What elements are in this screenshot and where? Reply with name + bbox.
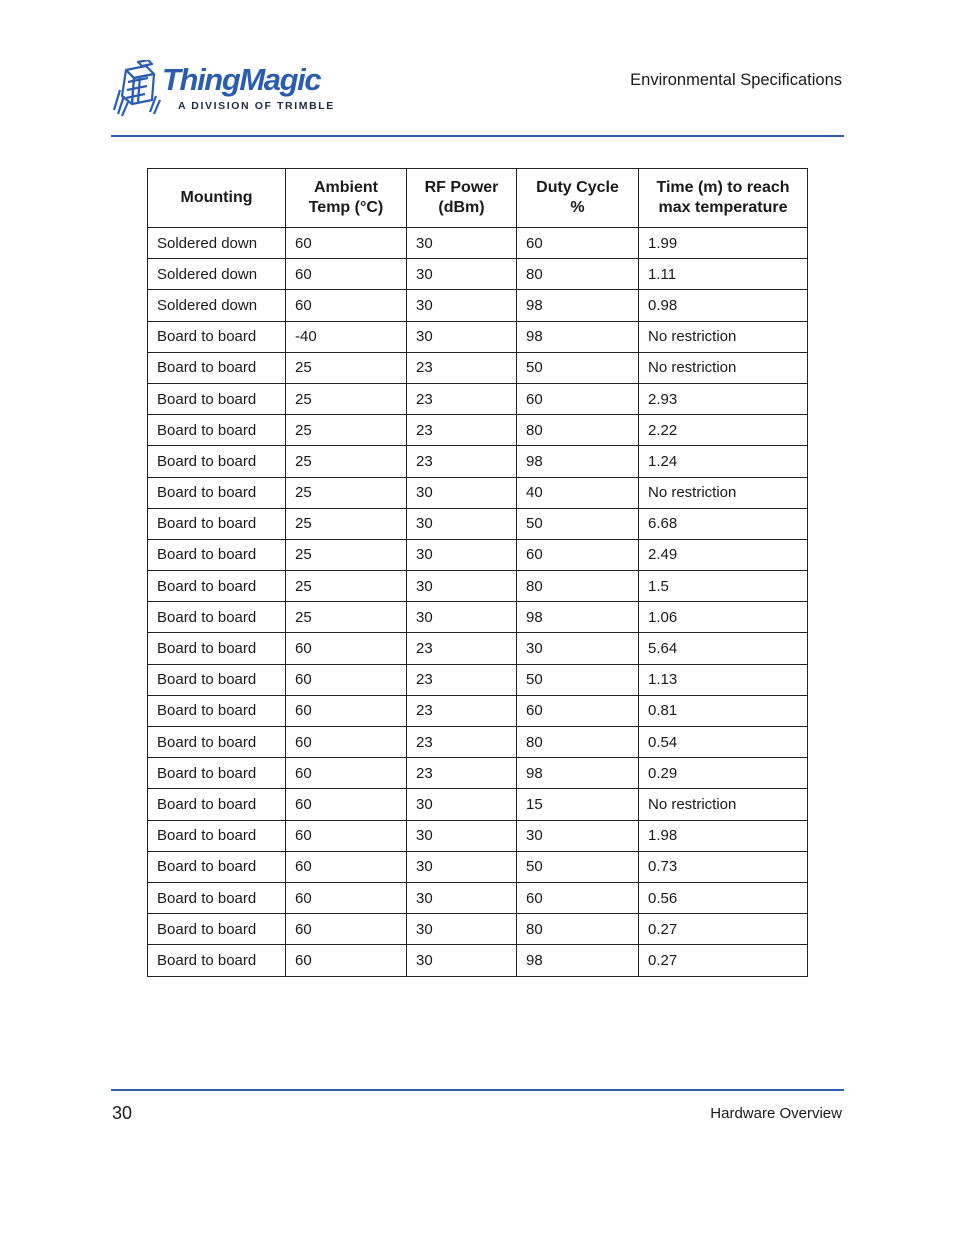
column-header-mounting [148, 169, 286, 228]
chapter-title: Hardware Overview [710, 1105, 842, 1122]
column-header-line: (dBm) [438, 199, 485, 216]
table-row [148, 727, 808, 758]
column-header-time-to-max-temp [639, 169, 808, 228]
column-header-line: max temperature [658, 199, 788, 216]
cell-ambient-temp: 60 [286, 633, 407, 664]
cell-time-to-max-temp: No restriction [639, 321, 808, 352]
table-row [148, 633, 808, 664]
cell-mounting: Board to board [148, 383, 286, 414]
cell-time-to-max-temp: 0.27 [639, 945, 808, 976]
cell-duty-cycle: 98 [517, 290, 639, 321]
cell-ambient-temp: 60 [286, 789, 407, 820]
cell-rf-power: 30 [407, 539, 517, 570]
cell-duty-cycle: 50 [517, 664, 639, 695]
header-rule [111, 135, 844, 137]
table-row [148, 914, 808, 945]
table-row [148, 383, 808, 414]
cell-time-to-max-temp: 1.5 [639, 571, 808, 602]
cell-ambient-temp: 25 [286, 446, 407, 477]
table-row [148, 508, 808, 539]
cell-rf-power: 30 [407, 882, 517, 913]
cell-ambient-temp: 60 [286, 290, 407, 321]
cell-ambient-temp: 60 [286, 945, 407, 976]
column-header-line: RF Power [424, 179, 499, 196]
cell-ambient-temp: 60 [286, 259, 407, 290]
cell-rf-power: 30 [407, 477, 517, 508]
cell-rf-power: 30 [407, 945, 517, 976]
cell-mounting: Soldered down [148, 259, 286, 290]
thingmagic-logo [112, 60, 335, 124]
page-number: 30 [112, 1103, 133, 1123]
column-header-line: % [570, 199, 585, 216]
cell-ambient-temp: 60 [286, 882, 407, 913]
cell-rf-power: 30 [407, 789, 517, 820]
cell-rf-power: 30 [407, 508, 517, 539]
cell-mounting: Board to board [148, 758, 286, 789]
cell-time-to-max-temp: 0.56 [639, 882, 808, 913]
cell-duty-cycle: 60 [517, 695, 639, 726]
cell-ambient-temp: 25 [286, 383, 407, 414]
cell-ambient-temp: 25 [286, 415, 407, 446]
table-row [148, 290, 808, 321]
cell-ambient-temp: 60 [286, 758, 407, 789]
cell-mounting: Board to board [148, 945, 286, 976]
table-row [148, 820, 808, 851]
cell-ambient-temp: 25 [286, 477, 407, 508]
table-row [148, 602, 808, 633]
cell-duty-cycle: 98 [517, 446, 639, 477]
cell-duty-cycle: 30 [517, 633, 639, 664]
table-row [148, 758, 808, 789]
cell-duty-cycle: 80 [517, 415, 639, 446]
cell-ambient-temp: 25 [286, 508, 407, 539]
column-header-ambient-temp [286, 169, 407, 228]
cell-mounting: Board to board [148, 352, 286, 383]
cell-rf-power: 30 [407, 321, 517, 352]
table-header [148, 169, 808, 228]
cell-time-to-max-temp: 5.64 [639, 633, 808, 664]
cell-ambient-temp: 25 [286, 352, 407, 383]
cell-time-to-max-temp: No restriction [639, 352, 808, 383]
cell-time-to-max-temp: No restriction [639, 477, 808, 508]
cell-time-to-max-temp: 0.81 [639, 695, 808, 726]
logo-wordmark: ThingMagic [162, 62, 321, 97]
table-row [148, 571, 808, 602]
column-header-line: Time (m) to reach [656, 179, 790, 196]
cell-mounting: Board to board [148, 321, 286, 352]
cell-mounting: Board to board [148, 415, 286, 446]
table-row [148, 259, 808, 290]
table-row [148, 789, 808, 820]
table-row [148, 851, 808, 882]
cell-duty-cycle: 98 [517, 945, 639, 976]
section-title: Environmental Specifications [630, 71, 842, 89]
cell-ambient-temp: 60 [286, 914, 407, 945]
cell-rf-power: 23 [407, 695, 517, 726]
cell-ambient-temp: -40 [286, 321, 407, 352]
cell-duty-cycle: 50 [517, 352, 639, 383]
cell-mounting: Board to board [148, 851, 286, 882]
table-row [148, 477, 808, 508]
cell-duty-cycle: 60 [517, 383, 639, 414]
table-row [148, 664, 808, 695]
cell-time-to-max-temp: 0.73 [639, 851, 808, 882]
cell-mounting: Board to board [148, 789, 286, 820]
table-row [148, 352, 808, 383]
column-header-line: Duty Cycle [536, 179, 619, 196]
cell-time-to-max-temp: 6.68 [639, 508, 808, 539]
cell-time-to-max-temp: 1.24 [639, 446, 808, 477]
cell-duty-cycle: 50 [517, 508, 639, 539]
cell-duty-cycle: 15 [517, 789, 639, 820]
cell-mounting: Soldered down [148, 290, 286, 321]
cell-duty-cycle: 98 [517, 602, 639, 633]
cell-ambient-temp: 60 [286, 820, 407, 851]
cell-ambient-temp: 60 [286, 851, 407, 882]
cell-rf-power: 30 [407, 851, 517, 882]
cell-mounting: Board to board [148, 508, 286, 539]
cell-ambient-temp: 60 [286, 228, 407, 259]
cell-rf-power: 23 [407, 415, 517, 446]
cell-mounting: Board to board [148, 727, 286, 758]
cell-rf-power: 23 [407, 758, 517, 789]
column-header-line: Mounting [180, 189, 253, 206]
cell-mounting: Board to board [148, 695, 286, 726]
cell-duty-cycle: 80 [517, 571, 639, 602]
table-body [148, 228, 808, 977]
table-row [148, 321, 808, 352]
cell-mounting: Board to board [148, 664, 286, 695]
thingmagic-logo-icon [112, 60, 166, 120]
cell-duty-cycle: 60 [517, 882, 639, 913]
cell-duty-cycle: 80 [517, 259, 639, 290]
cell-rf-power: 30 [407, 571, 517, 602]
cell-time-to-max-temp: 2.22 [639, 415, 808, 446]
column-header-duty-cycle [517, 169, 639, 228]
cell-mounting: Board to board [148, 539, 286, 570]
cell-mounting: Board to board [148, 914, 286, 945]
cell-duty-cycle: 60 [517, 539, 639, 570]
cell-mounting: Board to board [148, 633, 286, 664]
logo-division-text: A DIVISION OF TRIMBLE [178, 100, 335, 112]
cell-ambient-temp: 25 [286, 571, 407, 602]
cell-rf-power: 23 [407, 446, 517, 477]
cell-ambient-temp: 60 [286, 727, 407, 758]
cell-time-to-max-temp: 1.11 [639, 259, 808, 290]
cell-time-to-max-temp: 0.27 [639, 914, 808, 945]
cell-duty-cycle: 80 [517, 727, 639, 758]
cell-duty-cycle: 50 [517, 851, 639, 882]
footer-rule [111, 1089, 844, 1091]
cell-duty-cycle: 40 [517, 477, 639, 508]
cell-mounting: Board to board [148, 882, 286, 913]
cell-rf-power: 30 [407, 820, 517, 851]
cell-mounting: Board to board [148, 571, 286, 602]
cell-rf-power: 23 [407, 727, 517, 758]
cell-mounting: Soldered down [148, 228, 286, 259]
table-row [148, 415, 808, 446]
cell-time-to-max-temp: 0.29 [639, 758, 808, 789]
table-row [148, 539, 808, 570]
cell-ambient-temp: 60 [286, 664, 407, 695]
cell-rf-power: 23 [407, 633, 517, 664]
cell-rf-power: 30 [407, 914, 517, 945]
column-header-rf-power [407, 169, 517, 228]
cell-time-to-max-temp: 1.06 [639, 602, 808, 633]
cell-mounting: Board to board [148, 602, 286, 633]
cell-rf-power: 30 [407, 259, 517, 290]
cell-time-to-max-temp: 0.98 [639, 290, 808, 321]
column-header-line: Temp (°C) [308, 199, 384, 216]
table-row [148, 945, 808, 976]
cell-time-to-max-temp: 0.54 [639, 727, 808, 758]
cell-duty-cycle: 30 [517, 820, 639, 851]
cell-mounting: Board to board [148, 820, 286, 851]
table-row [148, 882, 808, 913]
cell-ambient-temp: 25 [286, 539, 407, 570]
cell-time-to-max-temp: 2.49 [639, 539, 808, 570]
table-row [148, 228, 808, 259]
cell-rf-power: 30 [407, 290, 517, 321]
cell-duty-cycle: 98 [517, 321, 639, 352]
column-header-line: Ambient [314, 179, 378, 196]
cell-rf-power: 30 [407, 228, 517, 259]
cell-rf-power: 23 [407, 383, 517, 414]
cell-time-to-max-temp: 1.13 [639, 664, 808, 695]
cell-ambient-temp: 60 [286, 695, 407, 726]
table-header-row [148, 169, 808, 228]
cell-ambient-temp: 25 [286, 602, 407, 633]
table-row [148, 446, 808, 477]
cell-rf-power: 23 [407, 664, 517, 695]
cell-duty-cycle: 98 [517, 758, 639, 789]
cell-duty-cycle: 60 [517, 228, 639, 259]
environmental-spec-table [147, 168, 808, 977]
cell-rf-power: 30 [407, 602, 517, 633]
cell-time-to-max-temp: No restriction [639, 789, 808, 820]
cell-time-to-max-temp: 2.93 [639, 383, 808, 414]
cell-time-to-max-temp: 1.99 [639, 228, 808, 259]
cell-time-to-max-temp: 1.98 [639, 820, 808, 851]
cell-mounting: Board to board [148, 446, 286, 477]
cell-rf-power: 23 [407, 352, 517, 383]
table-row [148, 695, 808, 726]
cell-mounting: Board to board [148, 477, 286, 508]
cell-duty-cycle: 80 [517, 914, 639, 945]
